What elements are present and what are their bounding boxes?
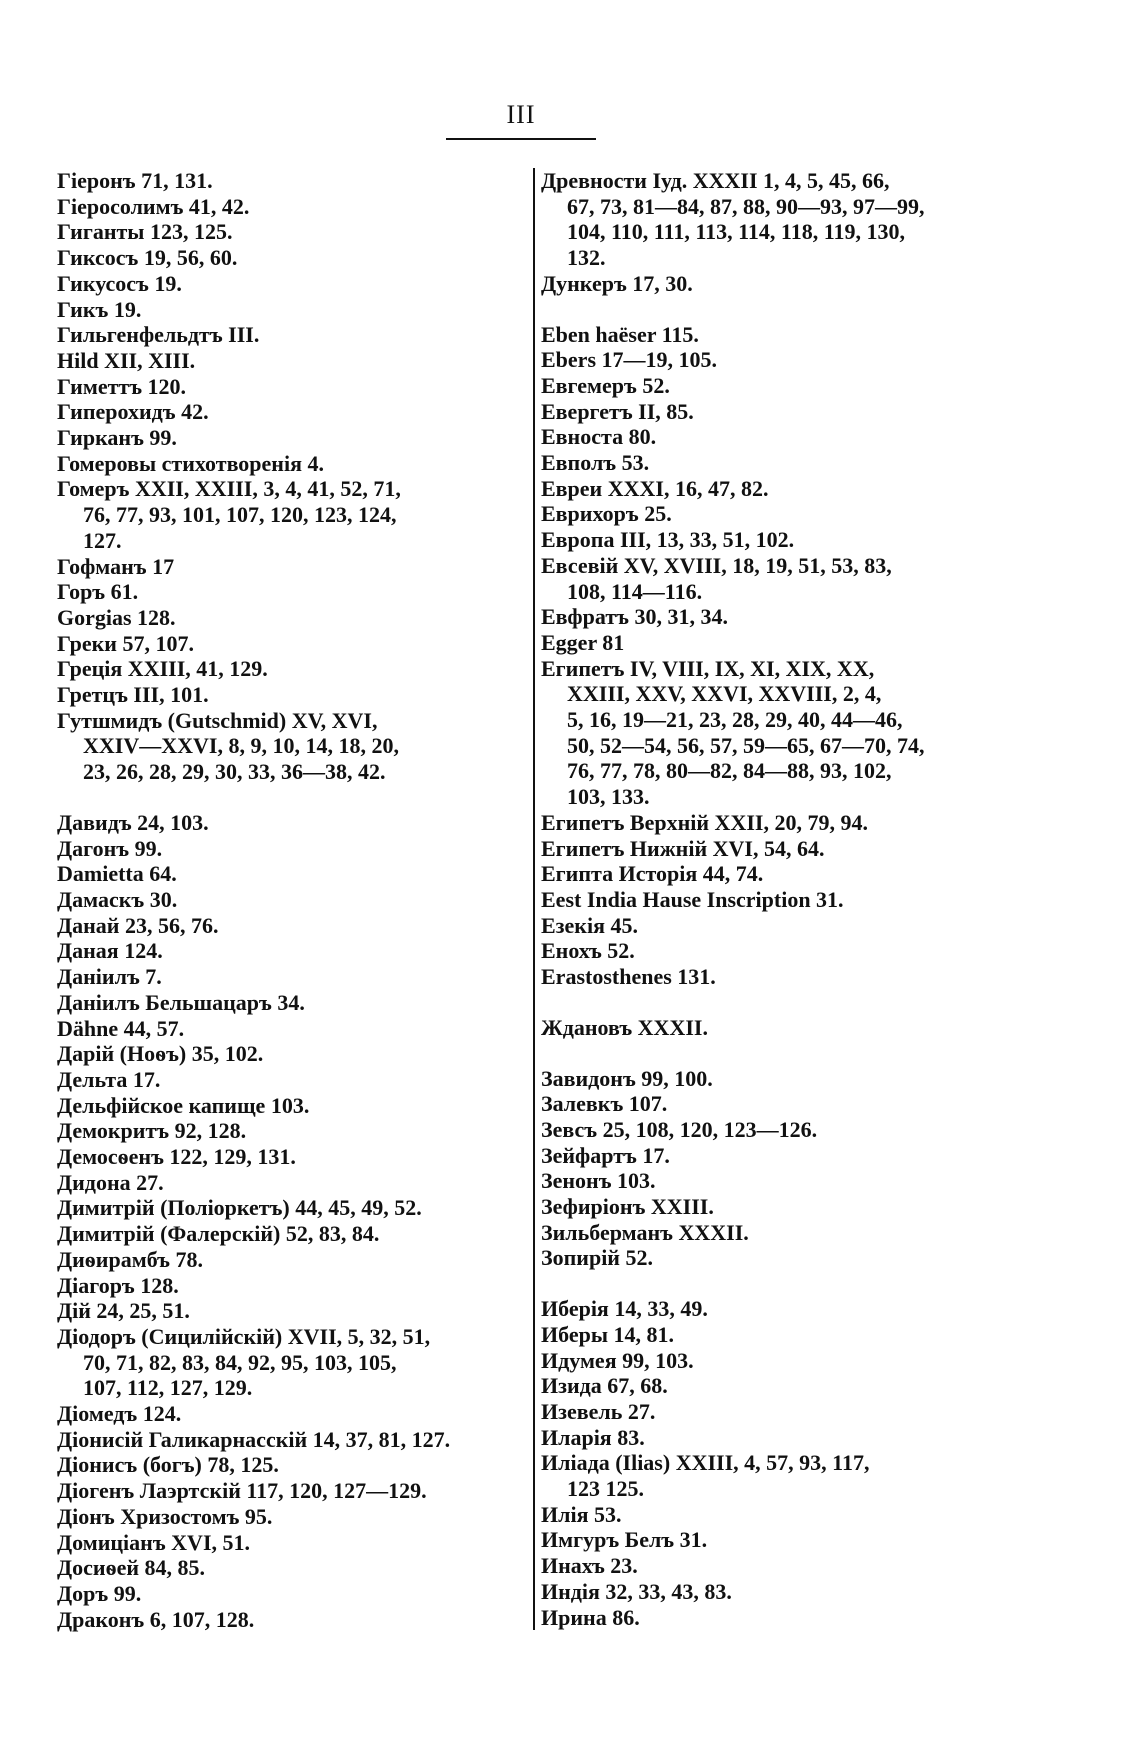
index-entry-text: Египетъ Нижній XVI, 54, 64. [541, 835, 825, 861]
index-entry-text: Гофманъ 17 [57, 553, 175, 579]
index-entry [57, 708, 527, 785]
index-entry [541, 1168, 1021, 1194]
index-entry-text: Діонъ Хризостомъ 95. [57, 1503, 273, 1529]
index-entry [57, 168, 527, 194]
index-entry-text: Дельта 17. [57, 1066, 161, 1092]
index-entry-text: Демокритъ 92, 128. [57, 1118, 247, 1144]
index-entry-text: Гомеровы стихотворенія 4. [57, 450, 324, 476]
index-entry-text: Димитрій (Поліоркетъ) 44, 45, 49, 52. [57, 1195, 422, 1221]
index-entry [541, 501, 1021, 527]
index-entry [541, 861, 1021, 887]
index-entry [541, 271, 1021, 297]
index-entry [541, 1579, 1021, 1605]
index-entry-text: Досиѳей 84, 85. [57, 1555, 206, 1581]
index-entry [541, 810, 1021, 836]
index-entry-text: Зенонъ 103. [541, 1168, 656, 1194]
index-entry-text: Греки 57, 107. [57, 630, 194, 656]
index-entry [57, 194, 527, 220]
index-entry-text: Ирина 86. [541, 1604, 640, 1630]
index-entry-text: Индія 32, 33, 43, 83. [541, 1578, 732, 1604]
index-entry [541, 887, 1021, 913]
index-entry-text: Илія 53. [541, 1501, 622, 1527]
index-entry [541, 938, 1021, 964]
index-entry-text: Египетъ IV, VIII, IX, XI, XIX, XX, [541, 655, 875, 681]
index-entry [57, 476, 527, 553]
index-entry-text: Діогенъ Лаэртскій 117, 120, 127—129. [57, 1478, 427, 1504]
index-entry-text: Гирканъ 99. [57, 425, 177, 451]
index-entry [57, 964, 527, 990]
section-gap [541, 1271, 1021, 1296]
index-entry-text: Диѳирамбъ 78. [57, 1246, 203, 1272]
index-entry-text: Гиперохидъ 42. [57, 399, 209, 425]
index-entry-text: Иберы 14, 81. [541, 1321, 674, 1347]
index-entry [541, 1015, 1021, 1041]
index-entry [57, 579, 527, 605]
index-entry-continuation: 76, 77, 78, 80—82, 84—88, 93, 102, [567, 758, 892, 784]
index-entry [541, 1245, 1021, 1271]
index-entry-text: Гутшмидъ (Gutschmid) XV, XVI, [57, 707, 378, 733]
index-entry-text: Діомедъ 124. [57, 1401, 182, 1427]
index-entry-text: Имгуръ Белъ 31. [541, 1527, 708, 1553]
index-entry [541, 1296, 1021, 1322]
index-entry-text: Гильгенфельдтъ III. [57, 322, 260, 348]
index-entry [541, 424, 1021, 450]
index-entry [541, 399, 1021, 425]
index-entry [57, 374, 527, 400]
index-entry-text: Гретцъ III, 101. [57, 682, 209, 708]
index-entry-text: Дагонъ 99. [57, 835, 163, 861]
index-entry [57, 1530, 527, 1556]
index-entry [541, 630, 1021, 656]
index-entry-text: Еврихоръ 25. [541, 501, 672, 527]
index-entry-text: Гіеросолимъ 41, 42. [57, 193, 250, 219]
index-entry-text: Залевкъ 107. [541, 1091, 668, 1117]
index-entry [541, 1091, 1021, 1117]
index-entry [541, 836, 1021, 862]
index-entry-text: Дамаскъ 30. [57, 886, 178, 912]
index-entry-text: Евноста 80. [541, 424, 657, 450]
index-entry-text: Иларія 83. [541, 1424, 645, 1450]
index-entry [541, 322, 1021, 348]
index-entry-text: Дункеръ 17, 30. [541, 270, 693, 296]
index-entry-text: Египта Исторія 44, 74. [541, 861, 764, 887]
index-entry [541, 347, 1021, 373]
index-entry-text: Гіеронъ 71, 131. [57, 168, 213, 193]
index-entry-text: Египетъ Верхній XXII, 20, 79, 94. [541, 809, 868, 835]
index-entry [57, 631, 527, 657]
index-entry-text: Иліада (Ilias) XXIII, 4, 57, 93, 117, [541, 1450, 870, 1476]
index-entry-text: Енохъ 52. [541, 938, 635, 964]
index-entry [57, 1427, 527, 1453]
index-entry [57, 1221, 527, 1247]
index-entry-text: Діодоръ (Сицилійскій) XVII, 5, 32, 51, [57, 1323, 431, 1349]
index-entry [57, 836, 527, 862]
index-entry-text: Данай 23, 56, 76. [57, 912, 219, 938]
index-entry [541, 553, 1021, 604]
index-entry [541, 1066, 1021, 1092]
index-entry [541, 1373, 1021, 1399]
index-entry-text: Евгемеръ 52. [541, 372, 670, 398]
index-entry-text: Дарій (Ноѳъ) 35, 102. [57, 1041, 264, 1067]
index-entry-text: Hild XII, XIII. [57, 347, 196, 373]
index-entry-text: Даніилъ Бельшацаръ 34. [57, 989, 305, 1015]
page-number: III [506, 100, 536, 129]
index-entry-text: Древности Іуд. XXXII 1, 4, 5, 45, 66, [541, 168, 890, 193]
index-entry [57, 425, 527, 451]
index-entry-text: Dähne 44, 57. [57, 1015, 185, 1041]
index-entry-text: Зильберманъ XXXII. [541, 1219, 749, 1245]
index-entry-continuation: 108, 114—116. [567, 578, 703, 604]
index-entry-text: Завидонъ 99, 100. [541, 1065, 713, 1091]
index-entry [57, 1016, 527, 1042]
index-entry-continuation: 123 125. [567, 1476, 644, 1502]
index-entry-continuation: 104, 110, 111, 113, 114, 118, 119, 130, [567, 219, 906, 245]
index-entry-text: Гомеръ XXII, XXIII, 3, 4, 41, 52, 71, [57, 476, 401, 502]
index-entry [57, 1195, 527, 1221]
index-entry-text: Дидона 27. [57, 1169, 164, 1195]
index-entry [57, 554, 527, 580]
index-entry [57, 682, 527, 708]
index-entry-text: Гикъ 19. [57, 296, 142, 322]
index-entry-text: Даная 124. [57, 938, 163, 964]
index-entry [541, 1553, 1021, 1579]
index-entry-text: Зефиріонъ XXIII. [541, 1194, 714, 1220]
index-entry [57, 451, 527, 477]
index-entry [541, 604, 1021, 630]
index-entry [57, 245, 527, 271]
section-gap [541, 1041, 1021, 1066]
index-entry [57, 887, 527, 913]
index-entry-continuation: 132. [567, 245, 606, 271]
index-entry [57, 1118, 527, 1144]
index-entry [541, 964, 1021, 990]
index-entry-text: Дій 24, 25, 51. [57, 1298, 190, 1324]
index-entry-continuation: 67, 73, 81—84, 87, 88, 90—93, 97—99, [567, 193, 925, 219]
index-column-left [57, 168, 527, 1632]
index-entry [541, 1348, 1021, 1374]
index-entry-text: Зевсъ 25, 108, 120, 123—126. [541, 1116, 818, 1142]
index-entry-text: Демосѳенъ 122, 129, 131. [57, 1144, 296, 1170]
index-entry [541, 168, 1021, 271]
index-entry-text: Erastosthenes 131. [541, 964, 716, 990]
index-entry [541, 656, 1021, 810]
index-entry-text: Гиксосъ 19, 56, 60. [57, 245, 238, 271]
index-entry [57, 297, 527, 323]
index-entry [57, 1324, 527, 1401]
index-entry-text: Европа III, 13, 33, 51, 102. [541, 527, 795, 553]
index-entry-text: Доръ 99. [57, 1580, 142, 1606]
index-entry-text: Домиціанъ XVI, 51. [57, 1529, 251, 1555]
section-gap [57, 785, 527, 810]
column-divider [533, 168, 535, 1630]
index-entry-text: Езекія 45. [541, 912, 638, 938]
index-entry [541, 1450, 1021, 1501]
index-entry-text: Евреи XXXI, 16, 47, 82. [541, 475, 769, 501]
index-entry [541, 1527, 1021, 1553]
index-entry [57, 1452, 527, 1478]
index-entry [57, 399, 527, 425]
index-entry-text: Гикусосъ 19. [57, 270, 182, 296]
index-entry-text: Eest India Hause Inscription 31. [541, 886, 844, 912]
index-entry-continuation: 127. [83, 527, 122, 553]
index-entry [57, 913, 527, 939]
index-entry [541, 1425, 1021, 1451]
index-entry-text: Даніилъ 7. [57, 964, 162, 990]
index-entry-continuation: 107, 112, 127, 129. [83, 1375, 253, 1401]
index-entry [57, 990, 527, 1016]
index-entry [57, 1067, 527, 1093]
index-entry-text: Давидъ 24, 103. [57, 809, 209, 835]
index-entry [57, 861, 527, 887]
index-entry [57, 1504, 527, 1530]
index-entry-text: Діонисій Галикарнасскій 14, 37, 81, 127. [57, 1426, 451, 1452]
index-entry [541, 1322, 1021, 1348]
index-entry [541, 450, 1021, 476]
index-entry [541, 1117, 1021, 1143]
index-entry-text: Gorgias 128. [57, 604, 176, 630]
index-entry-text: Ждановъ XXXII. [541, 1014, 708, 1040]
index-entry [57, 322, 527, 348]
index-entry [541, 1143, 1021, 1169]
index-entry [57, 1093, 527, 1119]
index-entry-text: Евфратъ 30, 31, 34. [541, 604, 728, 630]
index-entry-text: Идумея 99, 103. [541, 1347, 694, 1373]
index-entry-text: Eben haëser 115. [541, 321, 699, 347]
section-gap [541, 297, 1021, 322]
index-entry [541, 476, 1021, 502]
index-entry-text: Горъ 61. [57, 579, 139, 605]
index-entry [57, 810, 527, 836]
index-entry-text: Діонисъ (богъ) 78, 125. [57, 1452, 279, 1478]
index-column-right [541, 168, 1021, 1630]
index-entry-text: Зопирій 52. [541, 1245, 653, 1271]
index-entry [57, 1401, 527, 1427]
index-entry [57, 1247, 527, 1273]
index-entry-text: Иберія 14, 33, 49. [541, 1296, 708, 1322]
index-entry-text: Драконъ 6, 107, 128. [57, 1606, 255, 1632]
index-entry [57, 1581, 527, 1607]
index-entry [541, 1605, 1021, 1631]
index-entry-continuation: 103, 133. [567, 784, 650, 810]
index-entry [541, 373, 1021, 399]
index-entry-text: Damietta 64. [57, 861, 177, 887]
index-entry [57, 1607, 527, 1633]
index-entry [57, 1273, 527, 1299]
index-entry-continuation: 70, 71, 82, 83, 84, 92, 95, 103, 105, [83, 1349, 397, 1375]
index-entry-continuation: 76, 77, 93, 101, 107, 120, 123, 124, [83, 502, 397, 528]
index-entry [541, 527, 1021, 553]
index-entry [57, 656, 527, 682]
index-entry-continuation: 50, 52—54, 56, 57, 59—65, 67—70, 74, [567, 732, 925, 758]
index-entry [57, 271, 527, 297]
index-entry-text: Изида 67, 68. [541, 1373, 668, 1399]
index-entry-text: Ebers 17—19, 105. [541, 347, 717, 373]
index-entry [57, 938, 527, 964]
index-entry-text: Евсевій XV, XVIII, 18, 19, 51, 53, 83, [541, 552, 892, 578]
index-entry [57, 605, 527, 631]
index-entry [57, 1144, 527, 1170]
index-entry-text: Діагоръ 128. [57, 1272, 179, 1298]
index-entry [541, 1220, 1021, 1246]
index-entry-text: Греція XXIII, 41, 129. [57, 656, 268, 682]
index-entry-continuation: 5, 16, 19—21, 23, 28, 29, 40, 44—46, [567, 707, 903, 733]
index-entry-text: Гиметтъ 120. [57, 373, 187, 399]
index-entry-text: Димитрій (Фалерскій) 52, 83, 84. [57, 1221, 380, 1247]
index-entry-text: Евполъ 53. [541, 450, 650, 476]
index-entry [541, 1502, 1021, 1528]
index-entry-text: Зейфартъ 17. [541, 1142, 670, 1168]
index-entry-text: Инахъ 23. [541, 1553, 638, 1579]
index-entry-text: Egger 81 [541, 629, 625, 655]
index-entry [541, 913, 1021, 939]
index-entry [57, 219, 527, 245]
index-entry-text: Евергетъ II, 85. [541, 398, 694, 424]
index-entry [57, 1041, 527, 1067]
index-entry-continuation: 23, 26, 28, 29, 30, 33, 36—38, 42. [83, 759, 386, 785]
index-entry [57, 348, 527, 374]
index-entry-text: Гиганты 123, 125. [57, 219, 233, 245]
index-entry [57, 1170, 527, 1196]
index-entry [57, 1555, 527, 1581]
index-entry [541, 1399, 1021, 1425]
index-entry [57, 1478, 527, 1504]
index-entry [57, 1298, 527, 1324]
index-entry [541, 1194, 1021, 1220]
index-entry-text: Дельфійское капище 103. [57, 1092, 310, 1118]
header-rule [446, 138, 596, 140]
index-entry-continuation: XXIV—XXVI, 8, 9, 10, 14, 18, 20, [83, 733, 399, 759]
index-entry-continuation: XXIII, XXV, XXVI, XXVIII, 2, 4, [567, 681, 882, 707]
section-gap [541, 990, 1021, 1015]
index-entry-text: Изевель 27. [541, 1398, 656, 1424]
